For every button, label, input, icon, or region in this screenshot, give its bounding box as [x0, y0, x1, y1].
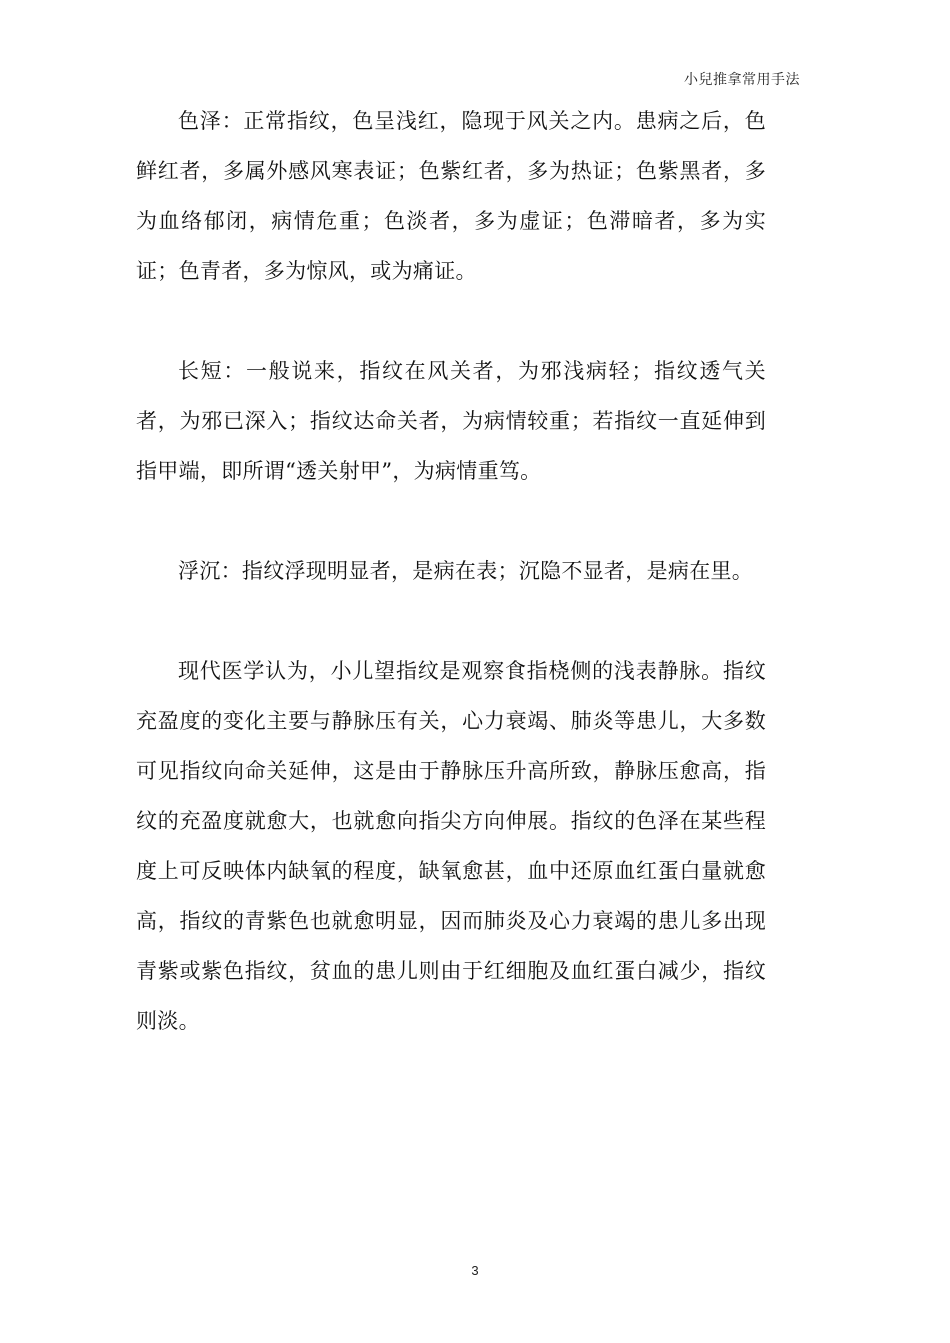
paragraph-color: 色泽：正常指纹，色呈浅红，隐现于风关之内。患病之后，色鲜红者，多属外感风寒表证；色紫红者，多为热证；色紫黑者，多为血络郁闭，病情危重；色淡者，多为虚证；色滞暗者，多为实证；色青者，多为惊风，或为痛证。 — [136, 109, 766, 283]
paragraph-modern-medicine: 现代医学认为，小儿望指纹是观察食指桡侧的浅表静脉。指纹充盈度的变化主要与静脉压有关，心力衰竭、肺炎等患儿，大多数可见指纹向命关延伸，这是由于静脉压升高所致，静脉压愈高，指纹的充盈度就愈大，也就愈向指尖方向伸展。指纹的色泽在某些程度上可反映体内缺氧的程度，缺氧愈甚，血中还原血红蛋白量就愈高，指纹的青紫色也就愈明显，因而肺炎及心力衰竭的患儿多出现青紫或紫色指纹，贫血的患儿则由于红细胞及血红蛋白减少，指纹则淡。 — [136, 659, 766, 1033]
body-text — [136, 96, 766, 1046]
paragraph-length: 长短：一般说来，指纹在风关者，为邪浅病轻；指纹透气关者，为邪已深入；指纹达命关者，为病情较重；若指纹一直延伸到指甲端，即所谓“透关射甲”，为病情重笃。 — [136, 359, 766, 483]
page-number: 3 — [471, 1263, 479, 1278]
running-header: 小兒推拿常用手法 — [684, 72, 800, 88]
paragraph-depth: 浮沉：指纹浮现明显者，是病在表；沉隐不显者，是病在里。 — [178, 559, 754, 583]
